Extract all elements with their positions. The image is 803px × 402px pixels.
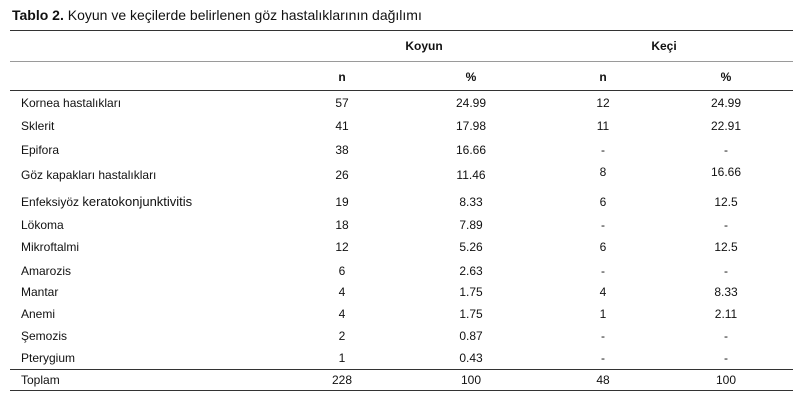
koyun-pct-cell: 17.98 bbox=[455, 119, 487, 133]
koyun-pct-cell: 1.75 bbox=[459, 285, 483, 299]
koyun-n-cell: 4 bbox=[338, 307, 346, 321]
top-rule bbox=[10, 30, 793, 31]
group-header-keci: Keçi bbox=[651, 39, 677, 53]
header-bottom-rule bbox=[10, 90, 793, 91]
row-label: Mikroftalmi bbox=[21, 240, 80, 254]
row-label: Göz kapakları hastalıkları bbox=[21, 168, 157, 182]
group-header-koyun: Koyun bbox=[405, 39, 443, 53]
koyun-n-cell: 41 bbox=[335, 119, 349, 133]
row-label: Şemozis bbox=[21, 329, 68, 343]
keci-n-cell: - bbox=[601, 218, 605, 232]
subheader-keci-pct: % bbox=[720, 70, 732, 84]
koyun-pct-cell: 5.26 bbox=[459, 240, 483, 254]
koyun-n-cell: 12 bbox=[335, 240, 349, 254]
row-label-part2: keratokonjunktivitis bbox=[82, 194, 193, 209]
koyun-n-cell: 38 bbox=[335, 143, 349, 157]
keci-n-cell: 8 bbox=[599, 165, 607, 179]
koyun-pct-cell: 1.75 bbox=[459, 307, 483, 321]
keci-n-cell: 11 bbox=[596, 119, 610, 133]
koyun-n-cell: 2 bbox=[338, 329, 346, 343]
koyun-n-cell: 4 bbox=[338, 285, 346, 299]
koyun-pct-cell: 7.89 bbox=[459, 218, 483, 232]
row-label: Kornea hastalıkları bbox=[21, 96, 122, 110]
row-label-part1: Enfeksiyöz bbox=[21, 195, 83, 209]
row-label: Lökoma bbox=[21, 218, 64, 232]
keci-pct-cell: 2.11 bbox=[714, 307, 738, 321]
keci-pct-cell: 12.5 bbox=[714, 195, 738, 209]
keci-n-cell: - bbox=[601, 264, 605, 278]
keci-pct-cell: 22.91 bbox=[710, 119, 742, 133]
table-number: Tablo 2. bbox=[12, 7, 64, 23]
total-keci-n: 48 bbox=[596, 373, 610, 387]
keci-n-cell: 4 bbox=[599, 285, 607, 299]
header-divider bbox=[10, 61, 793, 62]
keci-n-cell: - bbox=[601, 329, 605, 343]
row-label: Sklerit bbox=[21, 119, 55, 133]
keci-n-cell: 1 bbox=[599, 307, 607, 321]
koyun-pct-cell: 24.99 bbox=[455, 96, 487, 110]
row-label: Amarozis bbox=[21, 264, 72, 278]
koyun-pct-cell: 11.46 bbox=[456, 168, 486, 182]
koyun-pct-cell: 0.87 bbox=[459, 329, 483, 343]
total-koyun-pct: 100 bbox=[460, 373, 482, 387]
keci-pct-cell: 12.5 bbox=[714, 240, 738, 254]
keci-n-cell: - bbox=[601, 351, 605, 365]
keci-pct-cell: - bbox=[724, 218, 728, 232]
total-label: Toplam bbox=[21, 373, 60, 387]
koyun-pct-cell: 2.63 bbox=[459, 264, 483, 278]
koyun-n-cell: 6 bbox=[338, 264, 346, 278]
koyun-pct-cell: 8.33 bbox=[459, 195, 483, 209]
row-label: Anemi bbox=[21, 307, 56, 321]
row-label bbox=[21, 195, 192, 209]
keci-pct-cell: - bbox=[724, 329, 728, 343]
keci-pct-cell: - bbox=[724, 264, 728, 278]
row-label: Epifora bbox=[21, 143, 60, 157]
row-label: Pterygium bbox=[21, 351, 76, 365]
table-caption bbox=[12, 6, 422, 24]
row-label: Mantar bbox=[21, 285, 59, 299]
koyun-n-cell: 18 bbox=[335, 218, 349, 232]
subheader-keci-n: n bbox=[599, 70, 607, 84]
total-rule bbox=[10, 369, 793, 370]
koyun-n-cell: 57 bbox=[335, 96, 349, 110]
koyun-n-cell: 19 bbox=[335, 195, 349, 209]
keci-n-cell: 6 bbox=[599, 195, 607, 209]
subheader-koyun-pct: % bbox=[465, 70, 477, 84]
keci-pct-cell: - bbox=[724, 351, 728, 365]
keci-n-cell: 6 bbox=[599, 240, 607, 254]
subheader-koyun-n: n bbox=[338, 70, 346, 84]
koyun-pct-cell: 16.66 bbox=[455, 143, 487, 157]
koyun-n-cell: 1 bbox=[338, 351, 346, 365]
bottom-rule bbox=[10, 390, 793, 391]
keci-n-cell: - bbox=[601, 143, 605, 157]
keci-pct-cell: 16.66 bbox=[710, 165, 742, 179]
keci-pct-cell: - bbox=[724, 143, 728, 157]
keci-pct-cell: 8.33 bbox=[714, 285, 738, 299]
koyun-pct-cell: 0.43 bbox=[459, 351, 483, 365]
total-koyun-n: 228 bbox=[331, 373, 353, 387]
keci-n-cell: 12 bbox=[596, 96, 610, 110]
total-keci-pct: 100 bbox=[715, 373, 737, 387]
keci-pct-cell: 24.99 bbox=[710, 96, 742, 110]
table-title: Koyun ve keçilerde belirlenen göz hastalıklarının dağılımı bbox=[63, 7, 422, 23]
koyun-n-cell: 26 bbox=[335, 168, 349, 182]
